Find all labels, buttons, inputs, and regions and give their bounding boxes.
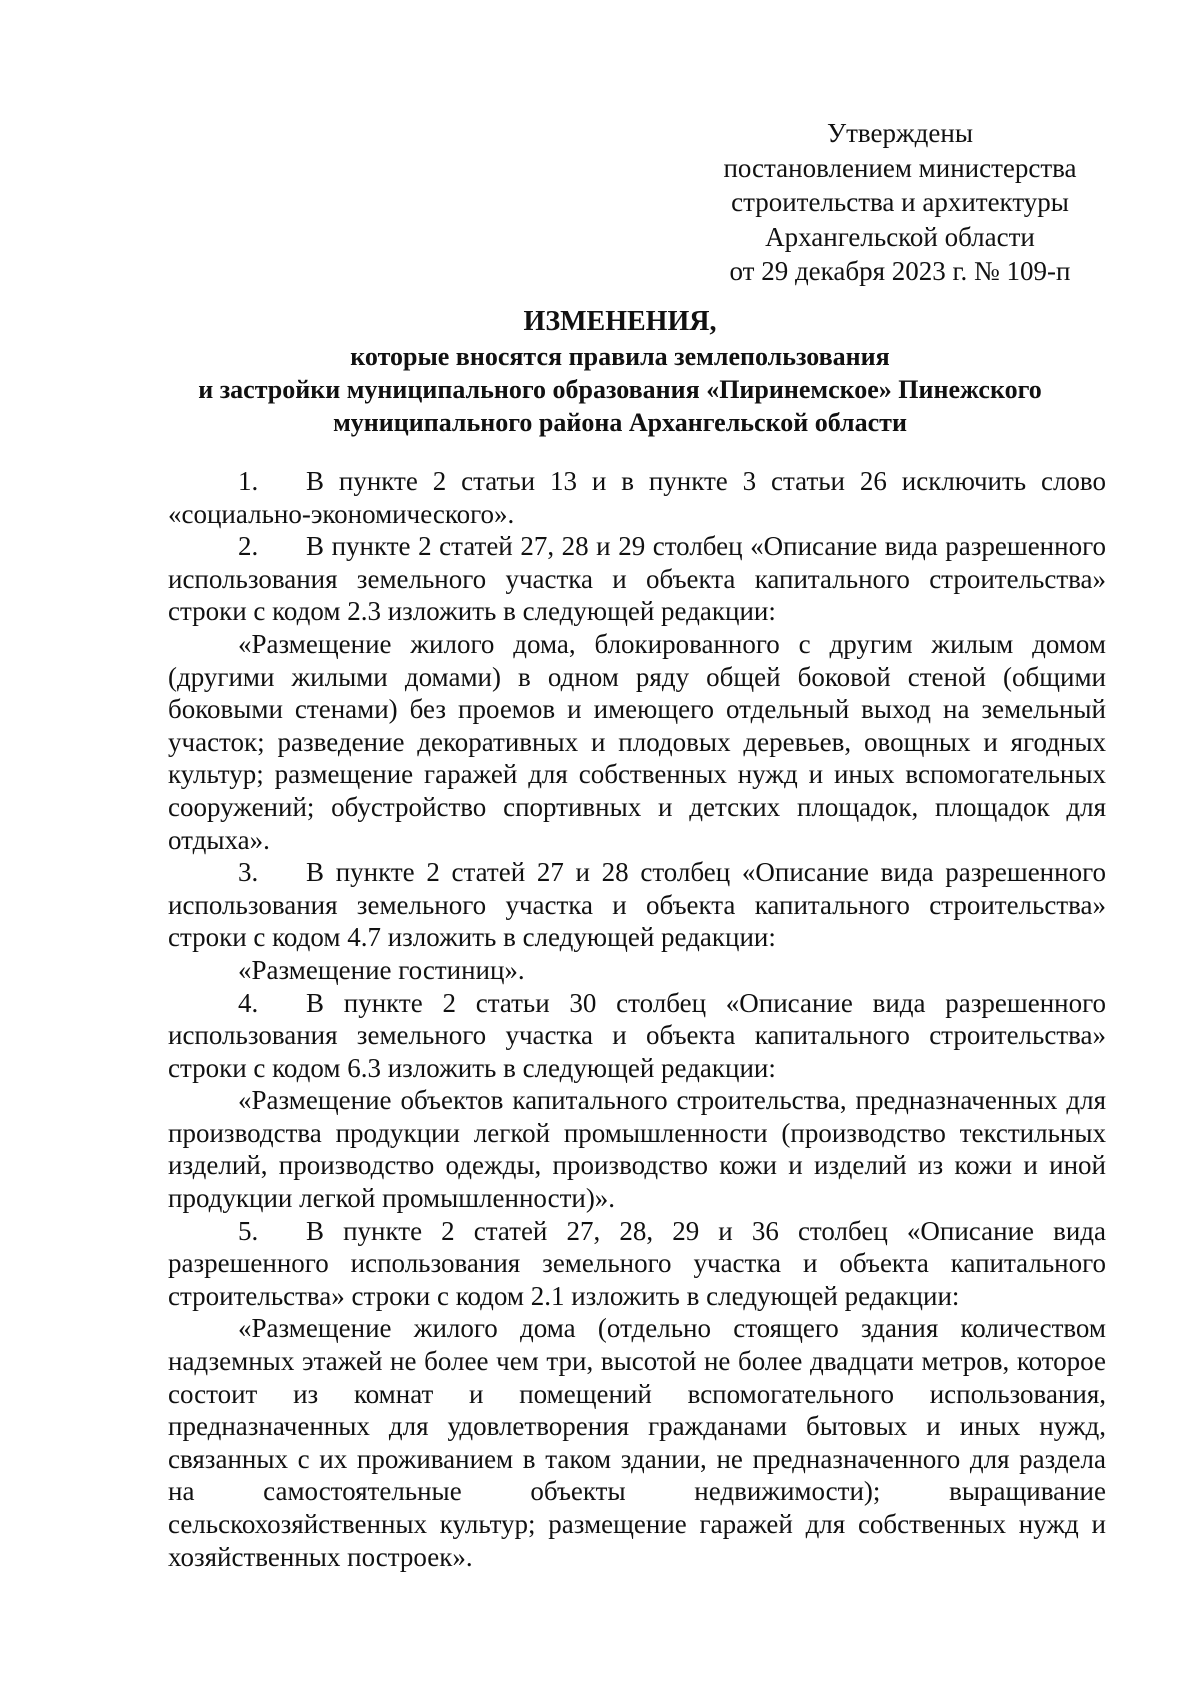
item-number: 2. [238, 531, 259, 562]
item-number: 4. [238, 987, 259, 1018]
item-text: В пункте 2 статей 27 и 28 столбец «Описание вида разрешенного использования земельного участка и объекта капитального строительства» строки с кодом 4.7 изложить в следующей редакции: [168, 857, 1106, 953]
list-item-3 [168, 856, 1106, 954]
list-item-5 [168, 1215, 1106, 1313]
title-subheading [150, 340, 1090, 439]
item-quote: «Размещение жилого дома (отдельно стоящего здания количеством надземных этажей не более чем три, высотой не более двадцати метров, которое состоит из комнат и помещений вспомогательного использования, предназначенных для удовлетворения гражданами бытовых и иных нужд, связанных с их проживанием в таком здании, не предназначенного для раздела на самостоятельные объекты недвижимости); выращивание сельскохозяйственных культур; размещение гаражей для собственных нужд и хозяйственных построек». [168, 1313, 1106, 1572]
title-heading: ИЗМЕНЕНИЯ, [523, 306, 717, 337]
approval-date-line: от 29 декабря 2023 г. № 109-п [729, 256, 1071, 286]
item-quote: «Размещение жилого дома, блокированного с другим жилым домом (другими жилыми домами) в одном ряду общей боковой стеной (общими боковыми стенами) без проемов и имеющего отдельный выход на земельный участок; разведение декоративных и плодовых деревьев, овощных и ягодных культур; размещение гаражей для собственных нужд и иных вспомогательных сооружений; обустройство спортивных и детских площадок, площадок для отдыха». [168, 628, 1106, 855]
item-number: 5. [238, 1215, 259, 1246]
approval-line: Утверждены [827, 118, 973, 148]
item-text: В пункте 2 статьи 30 столбец «Описание вида разрешенного использования земельного участка и объекта капитального строительства» строки с кодом 6.3 изложить в следующей редакции: [168, 987, 1106, 1083]
approval-line: постановлением министерства [723, 152, 1077, 183]
item-text: В пункте 2 статьи 13 и в пункте 3 статьи 26 исключить слово «социально-экономического». [168, 466, 1106, 529]
document-body [168, 465, 1106, 1573]
item-quote: «Размещение объектов капитального строительства, предназначенных для производства продукции легкой промышленности (производство текстильных изделий, производство одежды, производство кожи и изделий из кожи и иной продукции легкой промышленности)». [168, 1085, 1106, 1214]
approval-stamp [700, 116, 1100, 289]
item-number: 3. [238, 857, 259, 888]
document-title [150, 304, 1090, 439]
list-item-1 [168, 465, 1106, 530]
item-text: В пункте 2 статей 27, 28 и 29 столбец «Описание вида разрешенного использования земельного участка и объекта капитального строительства» строки с кодом 2.3 изложить в следующей редакции: [168, 531, 1106, 627]
approval-line: Архангельской области [765, 221, 1035, 252]
item-text: В пункте 2 статей 27, 28, 29 и 36 столбец «Описание вида разрешенного использования земельного участка и объекта капитального строительства» строки с кодом 2.1 изложить в следующей редакции: [168, 1215, 1106, 1311]
title-line: и застройки муниципального образования «Пиринемское» Пинежского [198, 375, 1042, 404]
item-number: 1. [238, 466, 259, 496]
item-quote: «Размещение гостиниц». [238, 954, 525, 985]
list-item-2 [168, 530, 1106, 628]
list-item-4 [168, 987, 1106, 1085]
approval-line: строительства и архитектуры [731, 187, 1069, 217]
title-line: муниципального района Архангельской области [333, 408, 907, 437]
title-line: которые вносятся правила землепользования [350, 342, 890, 371]
